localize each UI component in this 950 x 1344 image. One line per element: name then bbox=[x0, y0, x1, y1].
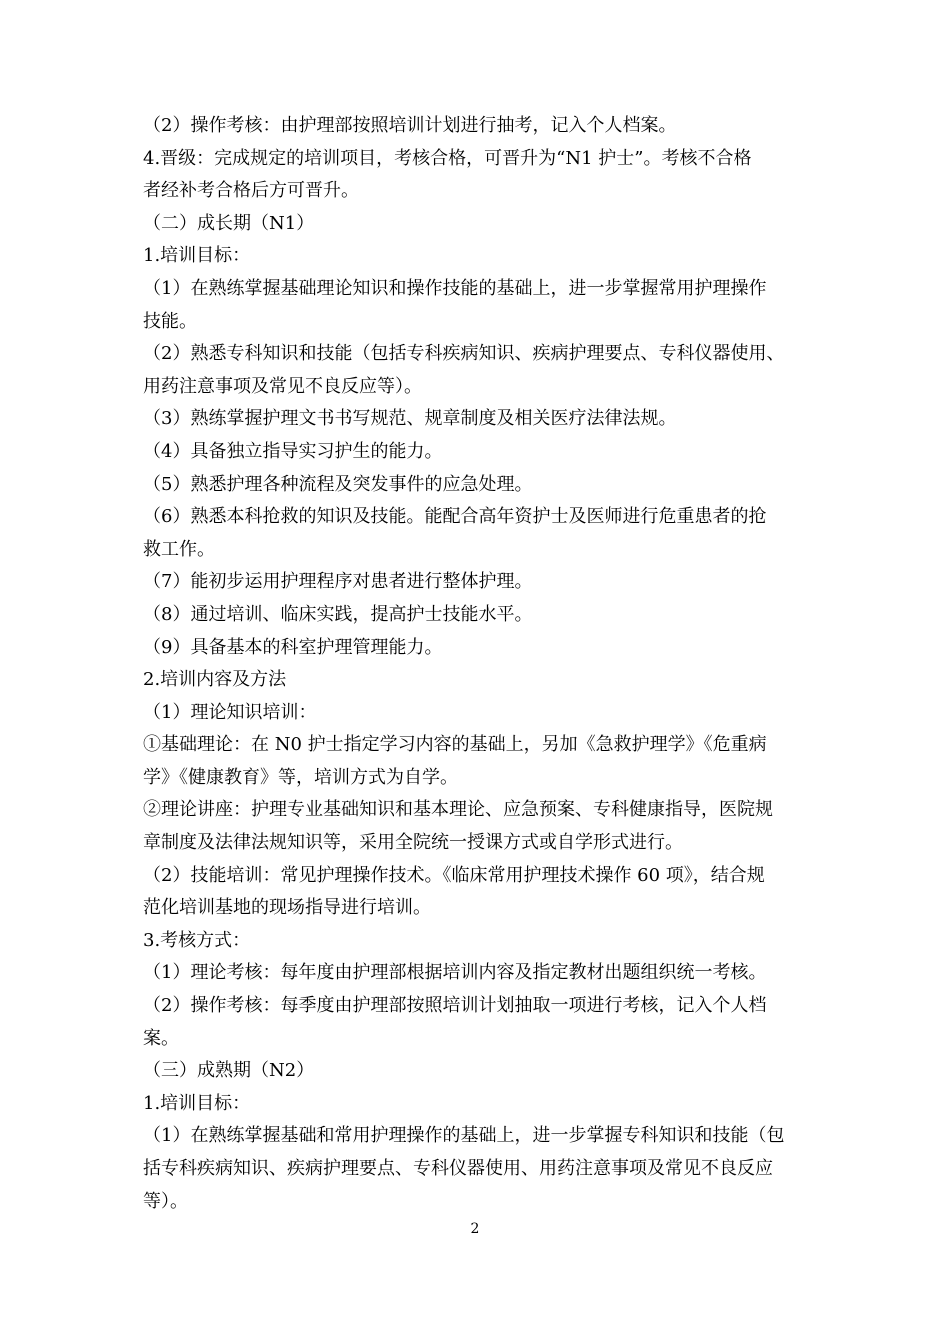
paragraph-p17 bbox=[143, 794, 815, 859]
text-line: （2）操作考核：每季度由护理部按照培训计划抽取一项进行考核，记入个人档 bbox=[143, 995, 767, 1017]
text-line: （5）熟悉护理各种流程及突发事件的应急处理。 bbox=[143, 473, 533, 495]
paragraph-p05 bbox=[143, 273, 815, 338]
text-line: 4.晋级：完成规定的培训项目，考核合格，可晋升为“N1 护士”。考核不合格 bbox=[143, 147, 752, 169]
text-line: ①基础理论：在 N0 护士指定学习内容的基础上，另加《急救护理学》《危重病 bbox=[143, 734, 767, 756]
paragraph-p14 bbox=[143, 664, 815, 697]
text-line: （二）成长期（N1） bbox=[143, 212, 315, 234]
text-line: （1）理论知识培训： bbox=[143, 701, 317, 723]
paragraph-p09 bbox=[143, 469, 815, 502]
text-line: （7）能初步运用护理程序对患者进行整体护理。 bbox=[143, 571, 533, 593]
paragraph-p03 bbox=[143, 208, 815, 241]
paragraph-p10 bbox=[143, 501, 815, 566]
text-line: 者经补考合格后方可晋升。 bbox=[143, 180, 359, 202]
paragraph-list bbox=[143, 110, 815, 1218]
paragraph-p22 bbox=[143, 1055, 815, 1088]
document-body bbox=[143, 110, 815, 1218]
text-line: 1.培训目标： bbox=[143, 1092, 251, 1114]
text-line: 案。 bbox=[143, 1027, 179, 1049]
text-line: （2）操作考核：由护理部按照培训计划进行抽考，记入个人档案。 bbox=[143, 115, 677, 136]
text-line: 技能。 bbox=[143, 310, 197, 332]
text-line: 1.培训目标： bbox=[143, 245, 251, 267]
text-line: 救工作。 bbox=[143, 538, 215, 560]
paragraph-p06 bbox=[143, 338, 815, 403]
text-line: （1）理论考核：每年度由护理部根据培训内容及指定教材出题组织统一考核。 bbox=[143, 962, 767, 984]
text-line: 用药注意事项及常见不良反应等）。 bbox=[143, 375, 422, 397]
paragraph-p21 bbox=[143, 990, 815, 1055]
paragraph-p08 bbox=[143, 436, 815, 469]
text-line: （6）熟悉本科抢救的知识及技能。能配合高年资护士及医师进行危重患者的抢 bbox=[143, 506, 767, 528]
text-line: （三）成熟期（N2） bbox=[143, 1060, 315, 1082]
text-line: 学》《健康教育》等，培训方式为自学。 bbox=[143, 766, 458, 788]
paragraph-p07 bbox=[143, 403, 815, 436]
paragraph-p18 bbox=[143, 860, 815, 925]
text-line: （1）在熟练掌握基础理论知识和操作技能的基础上，进一步掌握常用护理操作 bbox=[143, 277, 767, 299]
text-line: 3.考核方式： bbox=[143, 929, 251, 951]
paragraph-p20 bbox=[143, 957, 815, 990]
text-line: ②理论讲座：护理专业基础知识和基本理论、应急预案、专科健康指导，医院规 bbox=[143, 799, 773, 821]
text-line: 等）。 bbox=[143, 1190, 188, 1212]
text-line: （2）熟悉专科知识和技能（包括专科疾病知识、疾病护理要点、专科仪器使用、 bbox=[143, 343, 785, 365]
text-line: （9）具备基本的科室护理管理能力。 bbox=[143, 636, 443, 658]
paragraph-p01 bbox=[143, 110, 815, 143]
paragraph-p16 bbox=[143, 729, 815, 794]
text-line: （2）技能培训：常见护理操作技术。《临床常用护理技术操作 60 项》，结合规 bbox=[143, 864, 765, 886]
text-line: 括专科疾病知识、疾病护理要点、专科仪器使用、用药注意事项及常见不良反应 bbox=[143, 1158, 773, 1179]
paragraph-p11 bbox=[143, 566, 815, 599]
paragraph-p13 bbox=[143, 632, 815, 665]
text-line: （4）具备独立指导实习护生的能力。 bbox=[143, 440, 443, 462]
text-line: （3）熟练掌握护理文书书写规范、规章制度及相关医疗法律法规。 bbox=[143, 408, 677, 430]
text-line: 范化培训基地的现场指导进行培训。 bbox=[143, 897, 431, 919]
text-line: 2.培训内容及方法 bbox=[143, 669, 287, 691]
text-line: 章制度及法律法规知识等，采用全院统一授课方式或自学形式进行。 bbox=[143, 832, 683, 854]
paragraph-p12 bbox=[143, 599, 815, 632]
text-line: （1）在熟练掌握基础和常用护理操作的基础上，进一步掌握专科知识和技能（包 bbox=[143, 1125, 785, 1147]
paragraph-p02 bbox=[143, 143, 815, 208]
paragraph-p24 bbox=[143, 1120, 815, 1218]
text-line: （8）通过培训、临床实践，提高护士技能水平。 bbox=[143, 603, 533, 625]
page-number: 2 bbox=[470, 1221, 480, 1237]
paragraph-p23 bbox=[143, 1088, 815, 1121]
paragraph-p19 bbox=[143, 925, 815, 958]
paragraph-p15 bbox=[143, 697, 815, 730]
paragraph-p04 bbox=[143, 240, 815, 273]
